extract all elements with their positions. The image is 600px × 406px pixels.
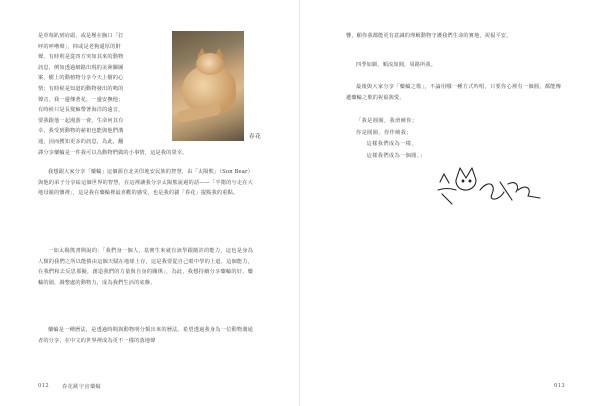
quote-line: 我們身一個人，基實生來就有該學跟隨許 [105, 248, 204, 254]
quote-line: 擬，創造我們的力量與自身的關係 [81, 269, 164, 276]
folio-running-title: 春花跳宇宙藥輪 [62, 384, 102, 390]
cat-photo [172, 31, 244, 141]
text-line: 案，樹上的動植物分享今天上樹的心 [38, 75, 124, 82]
quote-line: 的能力，這也是身為人類的我們之所以能勝由這個天賦在地球上存 [38, 248, 253, 265]
text-line: 聲音，我一邊傳著花，一邊安撫他； [38, 96, 124, 103]
poem-line: 這樣我們成為一個圓。」 [356, 152, 426, 159]
paragraph-tail: 」，為此，我想持續分享藥輪的好，藥輪的園，調整處的動物力，成為我們生活的底盤。 [38, 269, 253, 286]
left-paragraph-3 [38, 246, 253, 288]
text-line: 通，因而獲知更多的訊息，為此，翻 [38, 138, 124, 145]
text-line: 訊息，例如透過網路出現的美洲獅圖 [38, 64, 124, 71]
cat-head-shape [196, 53, 224, 75]
poem-line: 這樣我們成為一樣， [356, 141, 417, 148]
folio-page-number-right: 013 [554, 383, 566, 389]
quote-line: ，這是我要從自己眼中學的上道。這個能力，在我們和去反思那 [38, 258, 253, 276]
text-line: 幸，我受到動物的慈祖也能與他們溝 [38, 128, 124, 135]
signature-stroke [480, 182, 540, 200]
text-line: 是草莓趴到肩頭，或是壓在胸口「打 [38, 33, 124, 39]
song-poem [356, 116, 425, 162]
poem-line: 你是圓圈，你伴饒我； [356, 129, 412, 136]
right-paragraph-3: 最後與大家分享「藥輪之歌」，不論用哪一種方式吟唱，只要你心裡有一個圓，都能傳遞藥輪之歌的祝福與愛。 [346, 84, 561, 101]
cat-tail-shape [176, 103, 222, 124]
text-line: 要我跟他一起漫游一會。生命何其有 [38, 117, 124, 124]
text-line: 呼的呼嚕聲」，抑或是老狗還厚的鼾 [38, 43, 121, 50]
left-paragraph-1-last-line: 譯分享藥輪是一件我可以為動物們做的小事情，這是我的榮幸。 [38, 150, 188, 156]
cat-eye-icon [462, 180, 464, 182]
text-line: 聲。有時則是從四方突如其來的動物 [38, 54, 124, 61]
photo-caption: 春花 [249, 134, 262, 140]
left-paragraph-4: 藥輪是一種曆法，是透過時間與動物明分類出來的曆法。希望透過我身為一位動物溝通者的分享，在中文的世界裡成為更不一樣的落地聲 [38, 327, 253, 344]
left-paragraph-2: 我想跟大家分享「藥輪」這個源自北美印地安民族的智慧，由「太陽熊」（Sun Bear）與他的弟子分享給這個世界的智慧，在這裡讓我分享太陽熊說過的話——「半衛的兮走在大地母親的懷裡」，這是我在藥輪裡最喜歡的感受，也是我的貓「春花」提點我的重點。 [38, 169, 253, 197]
text-line: 情；有時候是知道的動物發出的鳴的 [38, 85, 124, 92]
right-paragraph-1: 響，願你我都能更有意識的理解動物守護我們生命的實地，祝福平安。 [346, 33, 512, 39]
cat-drawing-icon [456, 168, 476, 190]
handwritten-signature [430, 160, 550, 220]
poem-line: 「我是圓圈，我滑饒你； [356, 118, 418, 124]
left-paragraph-1-top [38, 31, 168, 148]
text-line: 有時候只是長髮鯨帶著海洋的遠音， [38, 107, 124, 114]
folio-page-number-left: 012 [38, 383, 50, 389]
paragraph-lead: 一如太陽熊書開說的：「 [48, 248, 106, 254]
cat-eye-icon [469, 180, 471, 182]
signature-stroke [438, 174, 456, 204]
right-paragraph-2: 四季如願，順流如圓，周路所我。 [356, 62, 437, 68]
